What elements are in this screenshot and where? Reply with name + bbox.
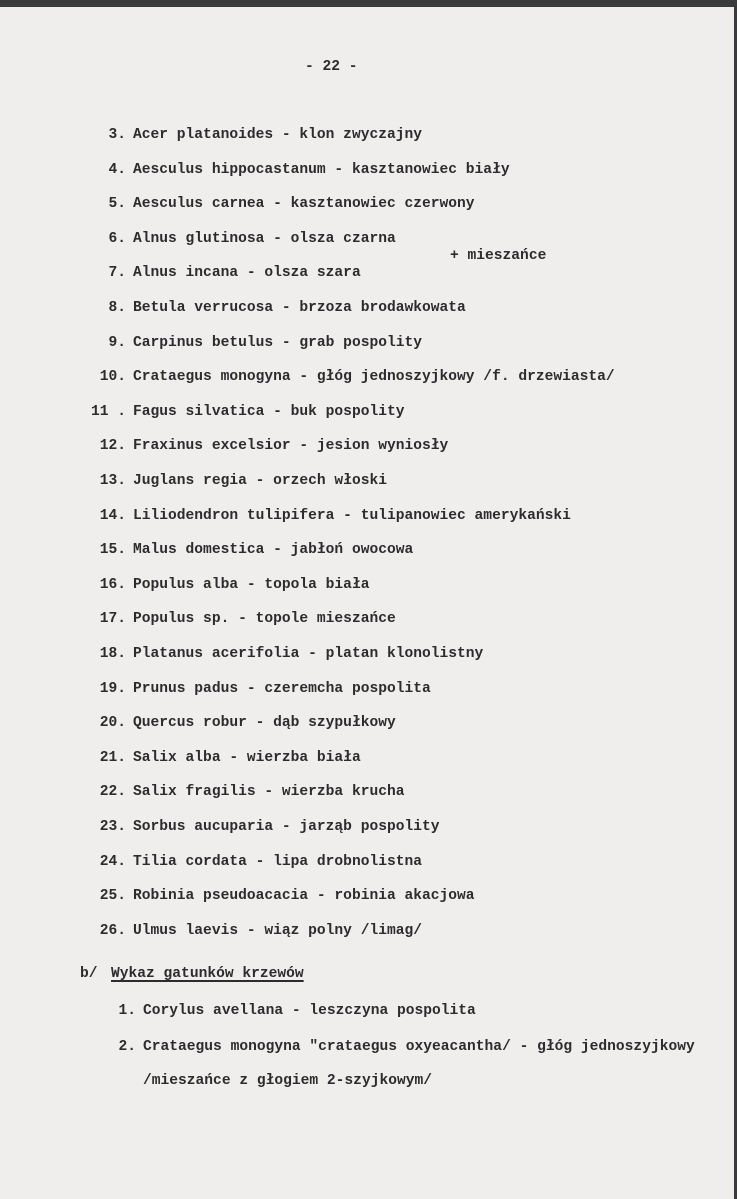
tree-item-text: Salix fragilis - wierzba krucha [133, 784, 405, 801]
tree-item-number: 17. [99, 611, 126, 628]
tree-item-number: 18. [99, 646, 126, 662]
tree-item-text: Aesculus carnea - kasztanowiec czerwony [133, 196, 475, 213]
shrub-item-text: Crataegus monogyna "crataegus oxyeacantha/ - głóg jednoszyjkowy [143, 1039, 695, 1055]
tree-item-text: Betula verrucosa - brzoza brodawkowata [133, 300, 466, 316]
tree-item-number: 24. [99, 853, 126, 870]
tree-item-text: Carpinus betulus - grab pospolity [133, 334, 423, 351]
tree-item-text: Sorbus aucuparia - jarząb pospolity [133, 819, 440, 835]
shrub-2-continuation: /mieszańce z głogiem 2-szyjkowym/ [143, 1073, 433, 1089]
tree-item-number: 11 . [90, 403, 126, 420]
tree-item-text: Alnus glutinosa - olsza czarna [133, 230, 396, 247]
section-b-title: Wykaz gatunków krzewów [111, 966, 304, 982]
tree-item-number: 13. [99, 473, 126, 489]
tree-item-text: Aesculus hippocastanum - kasztanowiec biały [133, 161, 510, 178]
tree-item-number: 20. [99, 715, 126, 732]
tree-item-number: 21. [99, 749, 126, 766]
tree-item-number: 14. [99, 507, 126, 524]
tree-item-text: Salix alba - wierzba biała [133, 749, 361, 766]
tree-item-number: 5. [108, 196, 126, 213]
tree-item-number: 12. [99, 438, 126, 455]
tree-item-text: Fagus silvatica - buk pospolity [133, 403, 405, 420]
tree-item-number: 16. [99, 576, 126, 593]
tree-item-number: 19. [99, 680, 126, 697]
tree-item-text: Crataegus monogyna - głóg jednoszyjkowy /f. drzewiasta/ [133, 369, 615, 386]
tree-item-number: 10. [99, 369, 126, 386]
document-page [0, 7, 734, 1199]
tree-item-text: Acer platanoides - klon zwyczajny [133, 127, 423, 143]
shrub-item-number: 2. [118, 1039, 136, 1055]
tree-item-number: 7. [108, 265, 126, 282]
tree-item-number: 25. [99, 888, 126, 905]
tree-item-number: 4. [108, 161, 126, 178]
tree-item-text: Populus alba - topola biała [133, 576, 370, 593]
tree-item-number: 22. [99, 784, 126, 801]
tree-item-text: Ulmus laevis - wiąz polny /limag/ [133, 922, 423, 939]
tree-item-number: 26. [99, 922, 126, 939]
alnus-hybrids-note: + mieszańce [450, 248, 547, 264]
tree-item-text: Prunus padus - czeremcha pospolita [133, 680, 431, 697]
tree-item-text: Quercus robur - dąb szypułkowy [133, 715, 396, 732]
tree-item-text: Fraxinus excelsior - jesion wyniosły [133, 438, 449, 455]
tree-item-text: Robinia pseudoacacia - robinia akacjowa [133, 888, 475, 905]
tree-item-text: Populus sp. - topole mieszańce [133, 611, 396, 628]
section-b-prefix: b/ [80, 966, 98, 982]
tree-item-number: 8. [108, 300, 126, 316]
shrub-item-text: Corylus avellana - leszczyna pospolita [143, 1003, 476, 1019]
tree-item-text: Tilia cordata - lipa drobnolistna [133, 853, 423, 870]
tree-item-text: Juglans regia - orzech włoski [133, 473, 387, 489]
tree-item-number: 3. [108, 127, 126, 143]
tree-item-number: 23. [99, 819, 126, 835]
page-number: - 22 - [305, 59, 358, 75]
tree-item-number: 6. [108, 230, 126, 247]
tree-item-text: Liliodendron tulipifera - tulipanowiec amerykański [133, 507, 571, 524]
shrub-item-number: 1. [118, 1003, 136, 1019]
tree-item-text: Malus domestica - jabłoń owocowa [133, 542, 414, 559]
tree-item-number: 9. [108, 334, 126, 351]
tree-item-text: Platanus acerifolia - platan klonolistny [133, 646, 484, 662]
tree-item-text: Alnus incana - olsza szara [133, 265, 361, 282]
tree-item-number: 15. [99, 542, 126, 559]
